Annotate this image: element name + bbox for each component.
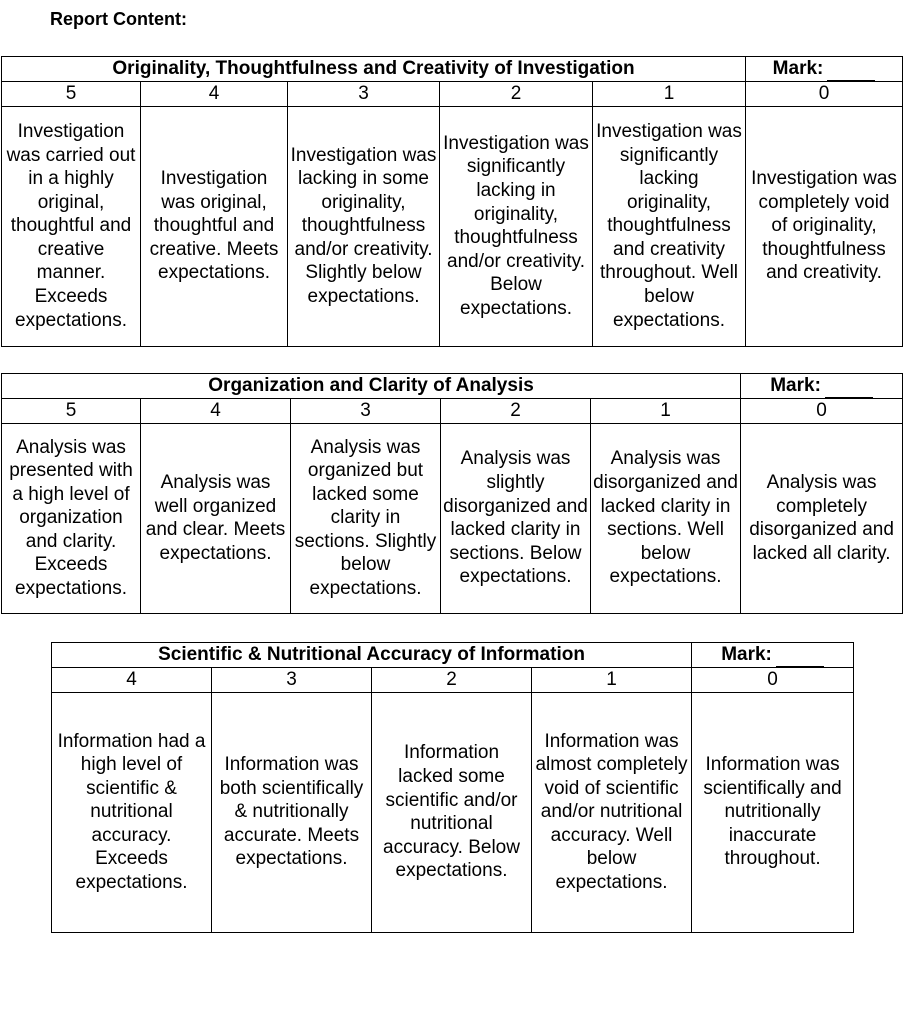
mark-field[interactable] [692, 643, 854, 668]
criteria-description: Investigation was original, thoughtful and creative. Meets expectations. [141, 106, 288, 346]
criteria-description: Information had a high level of scientific & nutritional accuracy. Exceeds expectations. [52, 692, 212, 932]
section-title: Scientific & Nutritional Accuracy of Information [52, 643, 692, 668]
score-cell: 5 [2, 82, 141, 107]
organization-rubric-table [1, 373, 903, 614]
score-cell: 1 [591, 399, 741, 424]
score-cell: 2 [440, 82, 593, 107]
criteria-description: Analysis was completely disorganized and lacked all clarity. [741, 423, 903, 613]
criteria-description: Analysis was disorganized and lacked clarity in sections. Well below expectations. [591, 423, 741, 613]
criteria-description: Analysis was well organized and clear. Meets expectations. [141, 423, 291, 613]
score-cell: 3 [291, 399, 441, 424]
mark-label: Mark: [721, 644, 772, 666]
criteria-description: Analysis was presented with a high level of organization and clarity. Exceeds expectations. [2, 423, 141, 613]
score-cell: 1 [532, 668, 692, 693]
score-cell: 3 [288, 82, 440, 107]
criteria-description: Investigation was significantly lacking in originality, thoughtfulness and/or creativity. Below expectations. [440, 106, 593, 346]
mark-blank[interactable] [776, 648, 824, 667]
criteria-description: Investigation was carried out in a highly original, thoughtful and creative manner. Exceeds expectations. [2, 106, 141, 346]
criteria-description: Investigation was completely void of originality, thoughtfulness and creativity. [746, 106, 903, 346]
criteria-description: Investigation was significantly lacking originality, thoughtfulness and creativity throughout. Well below expectations. [593, 106, 746, 346]
score-cell: 4 [52, 668, 212, 693]
criteria-description: Analysis was slightly disorganized and lacked clarity in sections. Below expectations. [441, 423, 591, 613]
score-cell: 5 [2, 399, 141, 424]
score-cell: 3 [212, 668, 372, 693]
accuracy-rubric-table [51, 642, 854, 933]
report-content-heading: Report Content: [50, 9, 187, 29]
criteria-description: Analysis was organized but lacked some clarity in sections. Slightly below expectations. [291, 423, 441, 613]
mark-field[interactable] [741, 374, 903, 399]
criteria-description: Investigation was lacking in some originality, thoughtfulness and/or creativity. Slightly below expectations. [288, 106, 440, 346]
score-cell: 4 [141, 399, 291, 424]
score-cell: 2 [441, 399, 591, 424]
mark-field[interactable] [746, 57, 903, 82]
criteria-description: Information lacked some scientific and/or nutritional accuracy. Below expectations. [372, 692, 532, 932]
score-cell: 2 [372, 668, 532, 693]
score-cell: 4 [141, 82, 288, 107]
mark-label: Mark: [770, 375, 821, 397]
section-title: Originality, Thoughtfulness and Creativity of Investigation [2, 57, 746, 82]
criteria-description: Information was almost completely void of scientific and/or nutritional accuracy. Well below expectations. [532, 692, 692, 932]
score-cell: 0 [741, 399, 903, 424]
section-title: Organization and Clarity of Analysis [2, 374, 741, 399]
score-cell: 0 [692, 668, 854, 693]
mark-label: Mark: [772, 58, 824, 80]
mark-blank[interactable] [827, 62, 875, 81]
score-cell: 1 [593, 82, 746, 107]
criteria-description: Information was scientifically and nutritionally inaccurate throughout. [692, 692, 854, 932]
score-cell: 0 [746, 82, 903, 107]
originality-rubric-table [1, 56, 903, 347]
mark-blank[interactable] [825, 379, 873, 398]
criteria-description: Information was both scientifically & nutritionally accurate. Meets expectations. [212, 692, 372, 932]
